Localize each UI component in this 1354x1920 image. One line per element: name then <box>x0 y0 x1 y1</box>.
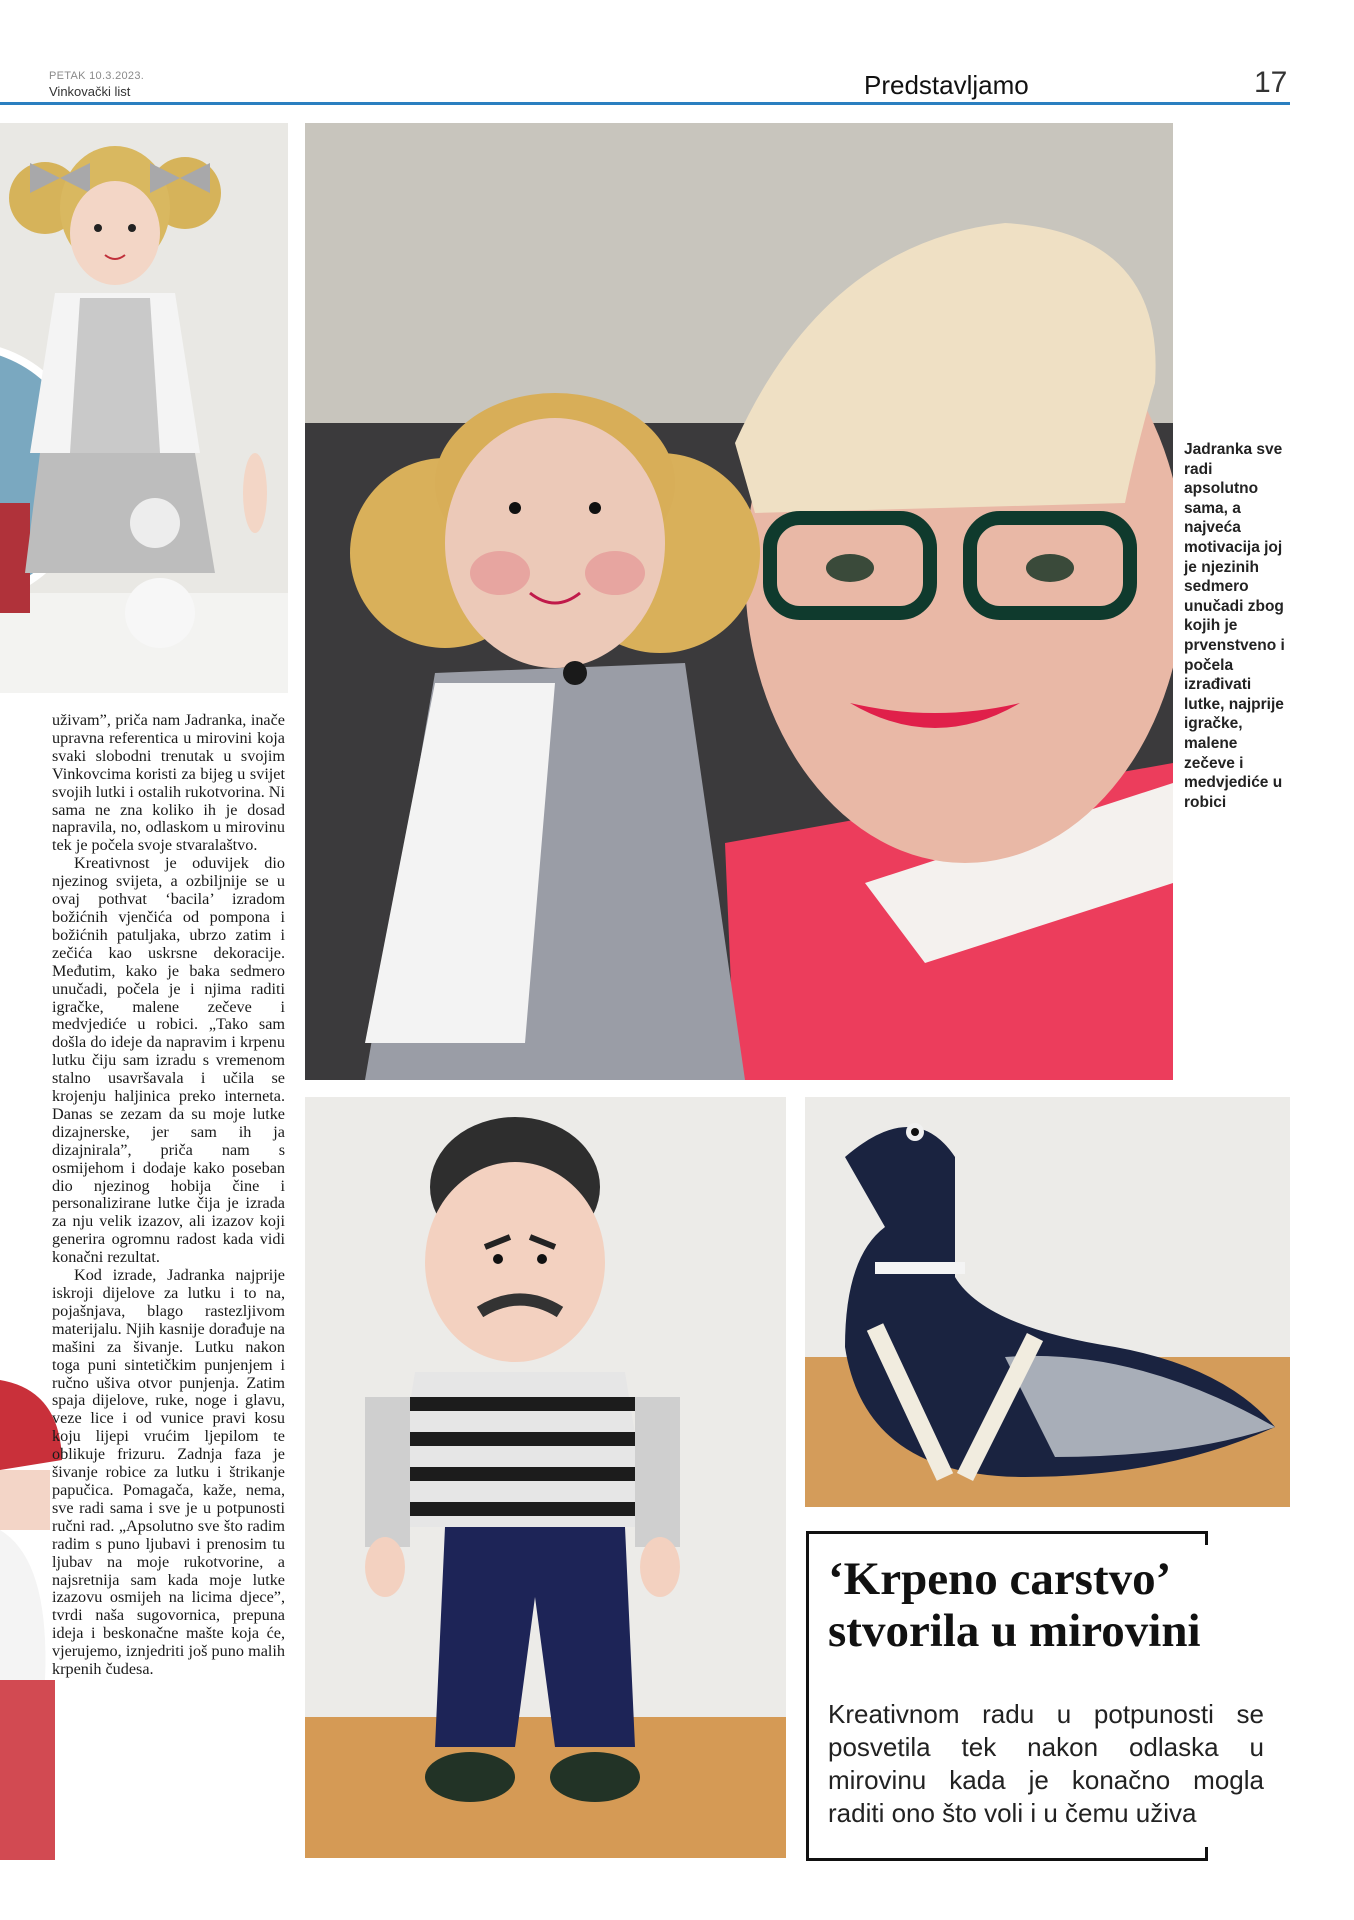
body-paragraph: uživam”, priča nam Jadranka, inače upravna referentica u mirovini koja svaki slobodni trenutak u svojim Vinkovcima koristi za bijeg u svijet svojih lutki i ostalih rukotvorina. Ni sama ne zna koliko ih je dosad napravila, no, odlaskom u mirovinu tek je počela svoje stvaralaštvo. <box>52 711 285 855</box>
photo-doll-girl <box>0 123 288 693</box>
photo-main-portrait <box>305 123 1173 1080</box>
body-paragraph: Kod izrade, Jadranka najprije iskroji dijelove za lutku i to na, pojašnjava, blago rastezljivom materijalu. Njih kasnije dorađuje na mašini za šivanje. Lutku nakon toga puni sintetičkim punjenjem i ručno ušiva otvor punjenja. Zatim spaja dijelove, ruke, noge i glavu, veze lice i od vunice pravi kosu koju lijepi vrućim ljepilom te oblikuje frizuru. Zadnja faza je šivanje robice za lutku i štrikanje papučica. Pomagača, kaže, nema, sve radi sama i sve je u potpunosti ručni rad. „Apsolutno sve što radim radim s puno ljubavi i prenosim tu ljubav na moje rukotvorine, a najsretnija sam kada moje lutke izazovu osmijeh na licima djece”, tvrdi naša sugovornica, prepuna ideja i beskonačne mašte koja će, vjerujemo, iznjedriti još puno malih krpenih čudesa. <box>52 1266 285 1679</box>
issue-date: PETAK 10.3.2023. <box>49 70 145 82</box>
photo-caption: Jadranka sve radi apsolutno sama, a najveća motivacija joj je njezinih sedmero unučadi zbog kojih je prvenstveno i počela izrađivati lutke, najprije igračke, malene zečeve i medvjediće u robici <box>1184 441 1285 811</box>
header-rule <box>0 102 1290 105</box>
article-headline: ‘Krpeno carstvo’ stvorila u mirovini <box>828 1553 1201 1657</box>
newspaper-name: Vinkovački list <box>49 84 131 99</box>
section-title: Predstavljamo <box>864 70 1029 100</box>
article-lead: Kreativnom radu u potpunosti se posvetila tek nakon odlaska u mirovinu kada je konačno mogla raditi ono što voli i u čemu uživa <box>828 1699 1264 1828</box>
article-body <box>52 712 285 1679</box>
body-paragraph: Kreativnost je oduvijek dio njezinog svijeta, a ozbiljnije se u ovaj pothvat ‘bacila’ izradom božićnih vjenčića od pompona i božićnih patuljaka, ubrzo zatim i zečića kao uskrsne dekoracije. Međutim, kako je baka sedmero unučadi, počela je i njima raditi igračke, malene zečeve i medvjediće u robici. „Tako sam došla do ideje da napravim i krpenu lutku čiju sam izradu s vremenom stalno usavršavala i učila se krojenju haljinica preko interneta. Danas se zezam da su moje lutke dizajnerske, jer sam ih ja dizajnirala”, priča nam s osmijehom i dodaje kako poseban dio njezinog hobija čine i personalizirane lutke čija je izrada za nju velik izazov, ali izazov koji generira ogromnu radost kada vidi konačni rezultat. <box>52 854 285 1267</box>
photo-fabric-bird <box>805 1097 1290 1507</box>
photo-doll-man <box>305 1097 786 1858</box>
page-number: 17 <box>1254 66 1288 99</box>
